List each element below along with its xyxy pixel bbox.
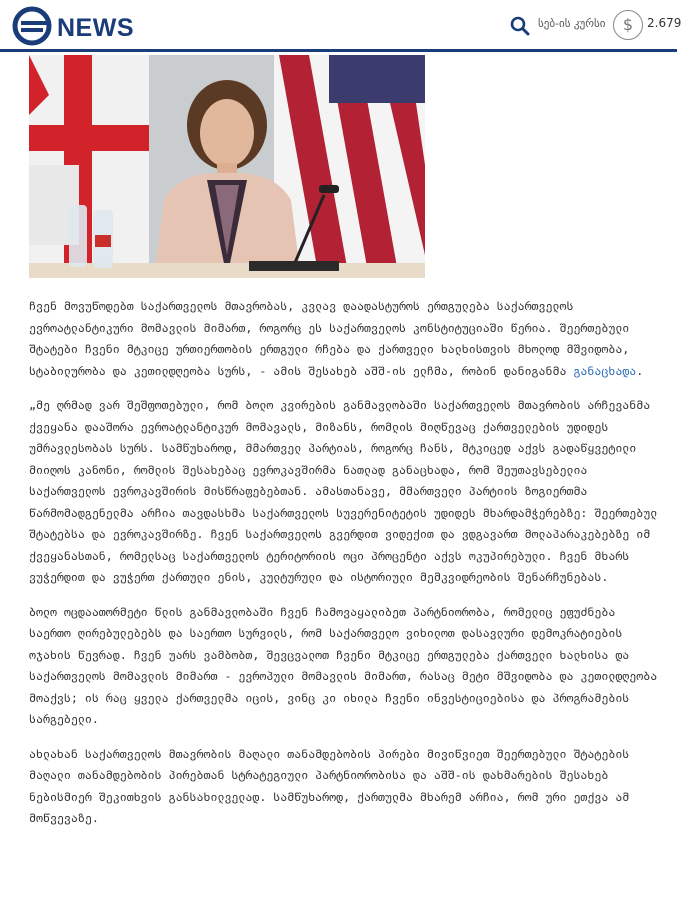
article-photo bbox=[29, 55, 425, 278]
site-header bbox=[0, 0, 681, 52]
paragraph-1-text: ჩვენ მოვუწოდებთ საქართველოს მთავრობას, კვლავ დაადასტუროს ერთგულება საქართველოს ევროატლანტიკური მომავლის მიმართ, როგორც ეს საქართველოს კონსტიტუციაში წერია. შეერთებული შტატები ჩვენი მტკიცე ურთიერთობის ერთგული რჩება და ქართველი ხალხისთვის მხოლოდ მშვიდობა, სტაბილურობა და კეთილდღეობა სურს, - ამის შესახებ აშშ-ის ელჩმა, რობინ დანიგანმა bbox=[29, 299, 630, 378]
dollar-icon: $ bbox=[613, 10, 643, 40]
source-link[interactable]: განაცხადა bbox=[573, 363, 637, 378]
photo-illustration bbox=[29, 55, 425, 278]
article-paragraph-2: „მე ღრმად ვარ შეშფოთებული, რომ ბოლო კვირების განმავლობაში საქართველოს მთავრობის არჩევანმა ქვეყანა დააშორა ევროატლანტიკურ მომავალს, მიზანს, რომლის მიღწევაც ქართველების უდიდეს უმრავლესობას სურს. სამწუხაროდ, მმართველ პარტიას, როგორც ჩანს, მტკიცედ აქვს გადაწყვეტილი მიიღოს კანონი, რომლის შესახებაც ევროკავშირმა ნათლად განაცხადა, რომ შეუთავსებელია საქართველოს ევროკავშირის მისწრაფებებთან. ამასთანავე, მმართველი პარტიის ზოგიერთმა წარმომადგენელმა არჩია თავდასხმა საქართველოს სუვერენიტეტის უდიდეს მხარდამჭერებზე: შეერთებულ შტატებსა და ევროკავშირზე. ჩვენ საქართველოს გვერდით ვიდექით და ვდგავართ მოლაპარაკებებზე იმ ქვეყანასთან, რომელსაც საქართველოს ტერიტორიის ოცი პროცენტი აქვს ოკუპირებული. ჩვენ მხარს ვუჭერდით და ვუჭერთ ქართული ენის, კულტურული და ისტორიული მემკვიდრეობის შენარჩუნებას. bbox=[29, 398, 658, 584]
exchange-rate-label: სებ-ის კურსი bbox=[538, 17, 606, 30]
ipn-logo-icon bbox=[12, 6, 54, 46]
exchange-rate-value: 2.679 bbox=[647, 16, 681, 30]
article-paragraph-1 bbox=[29, 296, 659, 382]
article-paragraph-3: ბოლო ოცდაათორმეტი წლის განმავლობაში ჩვენ ჩამოვაყალიბეთ პარტნიორობა, რომელიც ეფუძნება საერთო ღირებულებებს და საერთო სურვილს, რომ საქართველო ვიხილოთ დასავლური დემოკრატიების ოჯახის წევრად. ჩვენ უარს ვამბობთ, შევცვალოთ ჩვენი მტკიცე ერთგულება ქართველი ხალხისა და საქართველოს მომავლის მიმართ - ევროპული მომავლის მიმართ, რასაც მეტი მშვიდობა და კეთილდღეობა მოაქვს; ის რაც ყველა ქართველმა იცის, ვინც კი იხილა ჩვენი ინვესტიციებისა და პროგრამების სარგებელი. bbox=[29, 604, 658, 726]
article-paragraph-4: ახლახან საქართველოს მთავრობის მაღალი თანამდებობის პირები მივიწვიეთ შეერთებული შტატების მაღალი თანამდებობის პირებთან სტრატეგიული პარტნიორობისა და აშშ-ის დახმარების შესახებ ნებისმიერ შეკითხვის განსახილველად. სამწუხაროდ, ქართულმა მხარემ არჩია, რომ ური ეთქვა ამ მოწვევაზე. bbox=[29, 746, 630, 825]
article-body bbox=[29, 296, 659, 843]
search-icon[interactable] bbox=[510, 16, 530, 36]
paragraph-1-end: . bbox=[636, 363, 644, 378]
logo-text: NEWS bbox=[57, 14, 134, 42]
site-logo[interactable] bbox=[12, 6, 152, 46]
